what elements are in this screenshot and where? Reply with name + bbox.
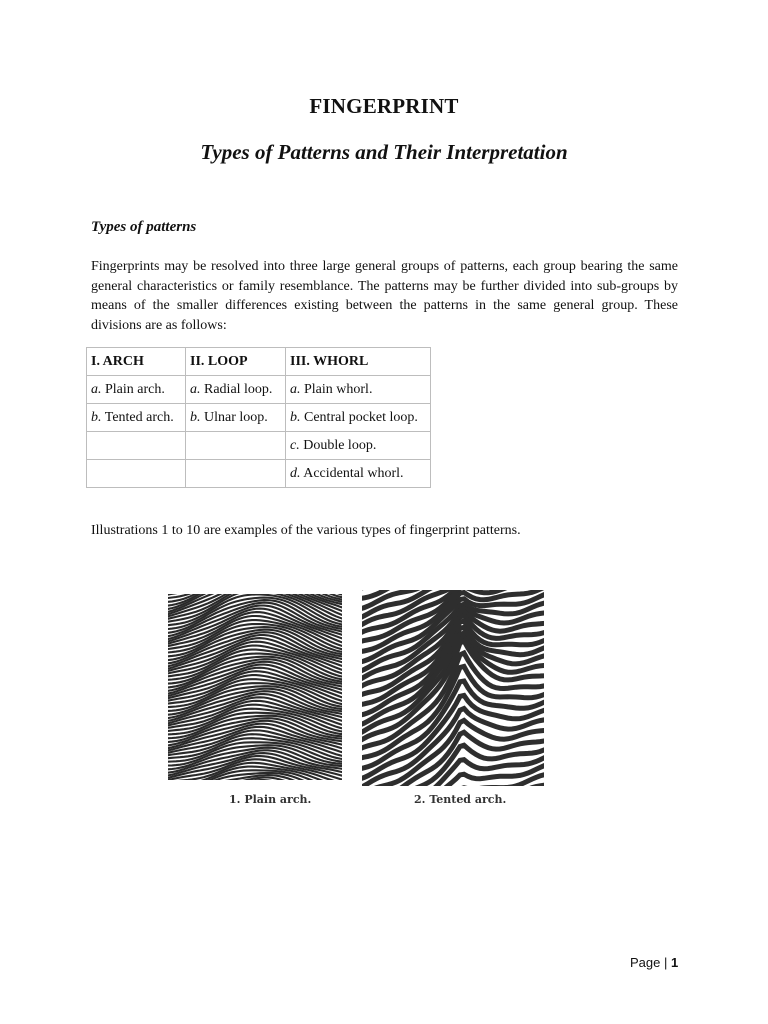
cell-text: Central pocket loop.: [300, 409, 418, 425]
table-row: [87, 404, 431, 432]
cell-text: Double loop.: [299, 437, 377, 453]
table-cell: [286, 432, 431, 460]
cell-letter: d.: [290, 465, 301, 481]
cell-text: Tented arch.: [101, 409, 174, 425]
page-number: 1: [670, 955, 679, 970]
cell-text: Ulnar loop.: [200, 409, 268, 425]
page-label: Page |: [630, 955, 668, 970]
cell-letter: a.: [91, 381, 102, 397]
table-cell: [87, 376, 186, 404]
table-cell: [186, 432, 286, 460]
cell-letter: b.: [91, 409, 102, 425]
tented-arch-fingerprint-image: [362, 590, 544, 786]
cell-letter: a.: [290, 381, 301, 397]
table-header-arch: I. ARCH: [87, 348, 186, 376]
pattern-divisions-table: [86, 347, 431, 488]
cell-letter: b.: [290, 409, 301, 425]
table-cell: [286, 376, 431, 404]
table-cell: [87, 404, 186, 432]
tented-arch-ridges: [362, 590, 544, 786]
cell-text: Plain whorl.: [300, 381, 373, 397]
cell-text: Plain arch.: [101, 381, 165, 397]
table-cell: [286, 460, 431, 488]
table-cell: [186, 404, 286, 432]
cell-text: Accidental whorl.: [300, 465, 404, 481]
cell-letter: b.: [190, 409, 201, 425]
page-footer: [630, 955, 678, 970]
table-row: [87, 432, 431, 460]
table-row: [87, 460, 431, 488]
table-cell: [87, 432, 186, 460]
table-header-whorl: III. WHORL: [286, 348, 431, 376]
table-row: [87, 376, 431, 404]
table-cell: [186, 376, 286, 404]
table-header-loop: II. LOOP: [186, 348, 286, 376]
cell-letter: a.: [190, 381, 201, 397]
table-cell: [286, 404, 431, 432]
document-title: FINGERPRINT: [309, 94, 459, 118]
plain-arch-fingerprint-image: [168, 594, 342, 780]
table-cell: [87, 460, 186, 488]
table-cell: [186, 460, 286, 488]
section-heading: Types of patterns: [91, 219, 197, 235]
cell-letter: c.: [290, 437, 300, 453]
plain-arch-ridges: [168, 594, 342, 780]
illustrations-note: Illustrations 1 to 10 are examples of the various types of fingerprint patterns.: [91, 523, 521, 538]
cell-text: Radial loop.: [200, 381, 273, 397]
figure-caption-tented-arch: 2. Tented arch.: [414, 793, 507, 806]
figure-caption-plain-arch: 1. Plain arch.: [229, 793, 312, 806]
document-subtitle: Types of Patterns and Their Interpretation: [200, 140, 568, 164]
table-header-row: [87, 348, 431, 376]
intro-paragraph: Fingerprints may be resolved into three large general groups of patterns, each group bearing the same general characteristics or family resemblance. The patterns may be further divided into sub-groups by means of the smaller differences existing between the patterns in the same general group. These divisions are as follows:: [91, 259, 678, 333]
